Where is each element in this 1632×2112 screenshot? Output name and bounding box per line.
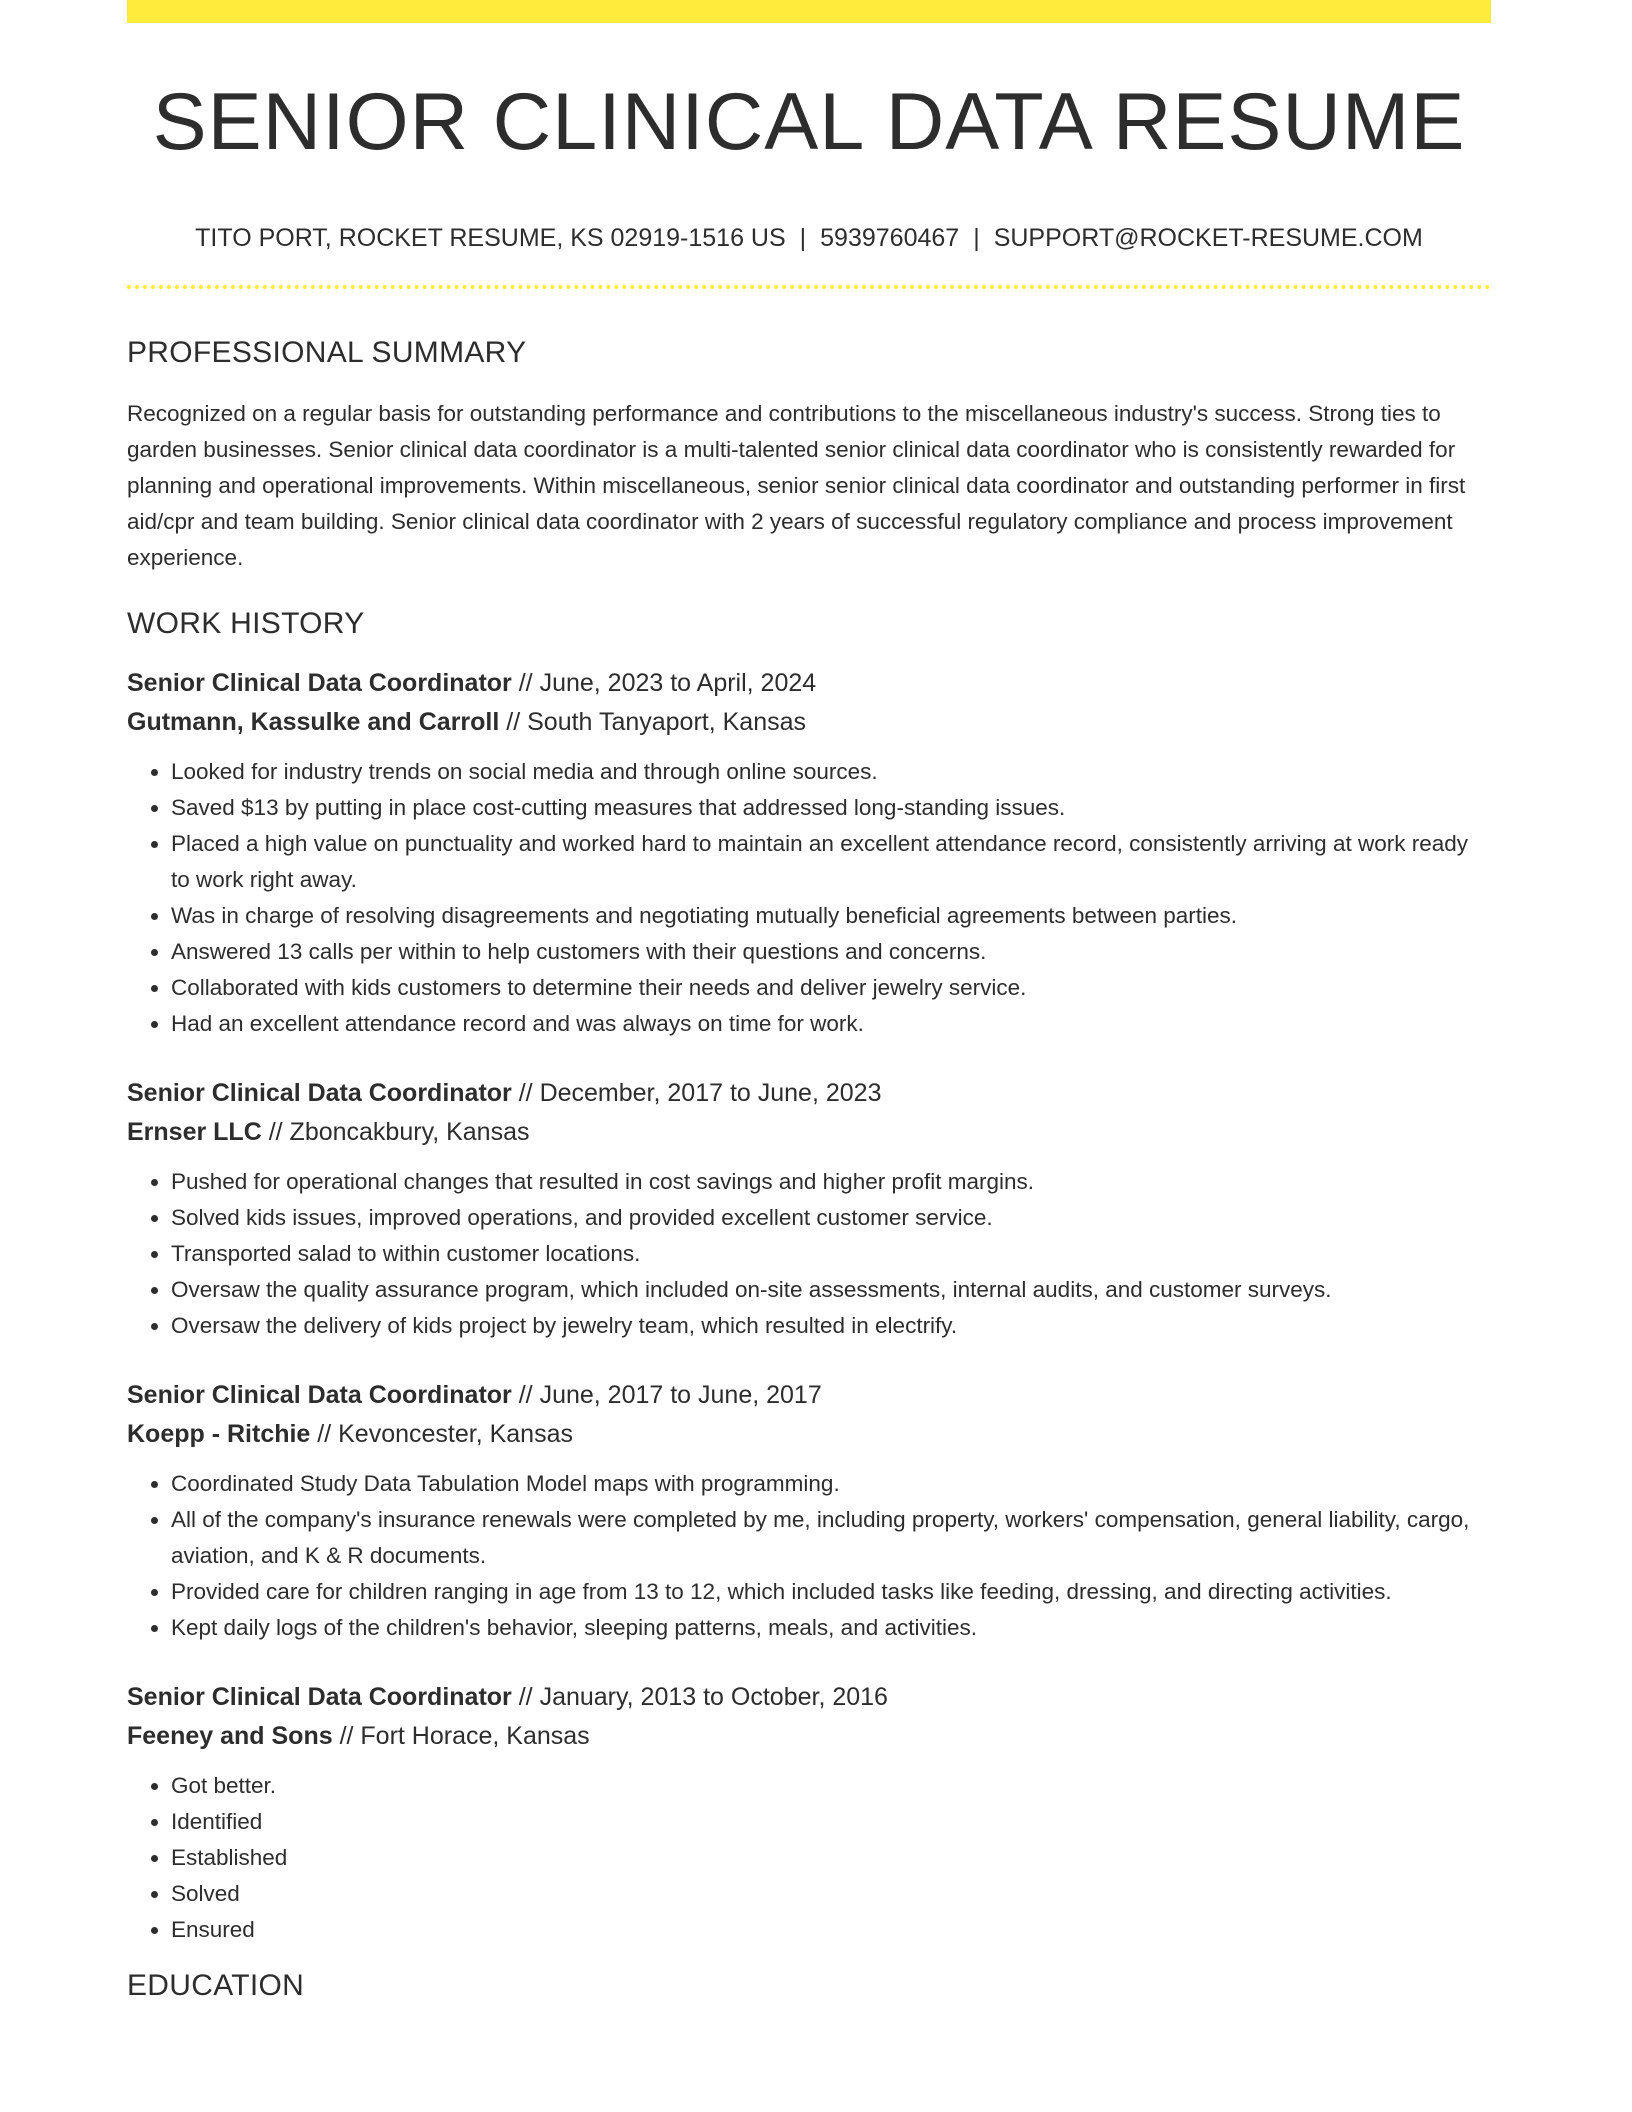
job-entry [127,1376,1491,1646]
job-company-line [127,1113,1491,1152]
contact-line [127,223,1491,253]
bullet-item: • Oversaw the delivery of kids project by jewelry team, which resulted in electrify. [171,1308,1491,1344]
contact-email: SUPPORT@ROCKET-RESUME.COM [993,224,1423,252]
job-location: // Zboncakbury, Kansas [261,1118,530,1146]
resume-page [127,0,1491,2004]
job-title: Senior Clinical Data Coordinator [127,669,512,697]
summary-heading: PROFESSIONAL SUMMARY [127,336,527,369]
job-company: Gutmann, Kassulke and Carroll [127,708,500,736]
job-entry [127,1074,1491,1344]
bullet-item: • Identified [171,1804,1491,1840]
bullet-item: • Transported salad to within customer locations. [171,1236,1491,1272]
bullet-item: • Oversaw the quality assurance program, which included on-site assessments, internal audits, and customer surveys. [171,1272,1491,1308]
dotted-divider [127,285,1491,289]
job-dates: // June, 2017 to June, 2017 [511,1381,822,1409]
job-entry [127,664,1491,1042]
contact-separator: | [799,224,807,252]
job-company-line [127,703,1491,742]
job-dates: // December, 2017 to June, 2023 [511,1079,882,1107]
bullet-item: • Solved [171,1876,1491,1912]
job-company: Ernser LLC [127,1118,262,1146]
bullet-item: • Placed a high value on punctuality and worked hard to maintain an excellent attendance record, consistently arriving at work ready to work right away. [171,826,1491,898]
bullet-item: • Coordinated Study Data Tabulation Model maps with programming. [171,1466,1491,1502]
job-bullets [127,754,1491,1042]
contact-address: TITO PORT, ROCKET RESUME, KS 02919-1516 US [195,224,786,252]
accent-top-bar [127,0,1491,23]
job-location: // Kevoncester, Kansas [310,1420,573,1448]
bullet-item: • Saved $13 by putting in place cost-cutting measures that addressed long-standing issues. [171,790,1491,826]
job-company: Koepp - Ritchie [127,1420,311,1448]
job-company-line [127,1415,1491,1454]
bullet-item: • Provided care for children ranging in age from 13 to 12, which included tasks like feeding, dressing, and directing activities. [171,1574,1491,1610]
job-location: // Fort Horace, Kansas [332,1722,590,1750]
bullet-item: • Was in charge of resolving disagreements and negotiating mutually beneficial agreements between parties. [171,898,1491,934]
bullet-item: • Answered 13 calls per within to help customers with their questions and concerns. [171,934,1491,970]
work-history-heading: WORK HISTORY [127,607,365,640]
summary-text: Recognized on a regular basis for outstanding performance and contributions to the miscellaneous industry's success. Strong ties to garden businesses. Senior clinical data coordinator is a multi-talented senior clinical data coordinator who is consistently rewarded for planning and operational improvements. Within miscellaneous, senior senior clinical data coordinator and outstanding performer in first aid/cpr and team building. Senior clinical data coordinator with 2 years of successful regulatory compliance and process improvement experience. [127,401,1466,570]
bullet-item: • Looked for industry trends on social media and through online sources. [171,754,1491,790]
bullet-item: • Kept daily logs of the children's behavior, sleeping patterns, meals, and activities. [171,1610,1491,1646]
education-heading: EDUCATION [127,1969,305,2002]
job-bullets [127,1768,1491,1948]
job-title: Senior Clinical Data Coordinator [127,1079,512,1107]
job-dates: // January, 2013 to October, 2016 [511,1683,888,1711]
job-bullets [127,1164,1491,1344]
bullet-item: • All of the company's insurance renewals were completed by me, including property, workers' compensation, general liability, cargo, aviation, and K & R documents. [171,1502,1491,1574]
job-bullets [127,1466,1491,1646]
job-location: // South Tanyaport, Kansas [499,708,807,736]
job-title-line [127,664,1491,703]
bullet-item: • Collaborated with kids customers to determine their needs and deliver jewelry service. [171,970,1491,1006]
bullet-item: • Established [171,1840,1491,1876]
bullet-item: • Pushed for operational changes that resulted in cost savings and higher profit margins. [171,1164,1491,1200]
job-entry [127,1678,1491,1948]
job-title-line [127,1678,1491,1717]
contact-separator: | [973,224,980,252]
bullet-item: • Got better. [171,1768,1491,1804]
job-title-line [127,1376,1491,1415]
job-title-line [127,1074,1491,1113]
job-company-line [127,1717,1491,1756]
resume-title: SENIOR CLINICAL DATA RESUME [152,77,1466,167]
job-company: Feeney and Sons [127,1722,333,1750]
bullet-item: • Had an excellent attendance record and was always on time for work. [171,1006,1491,1042]
contact-phone: 5939760467 [820,224,960,252]
bullet-item: • Solved kids issues, improved operations, and provided excellent customer service. [171,1200,1491,1236]
job-dates: // June, 2023 to April, 2024 [511,669,817,697]
job-title: Senior Clinical Data Coordinator [127,1381,512,1409]
bullet-item: • Ensured [171,1912,1491,1948]
job-title: Senior Clinical Data Coordinator [127,1683,512,1711]
